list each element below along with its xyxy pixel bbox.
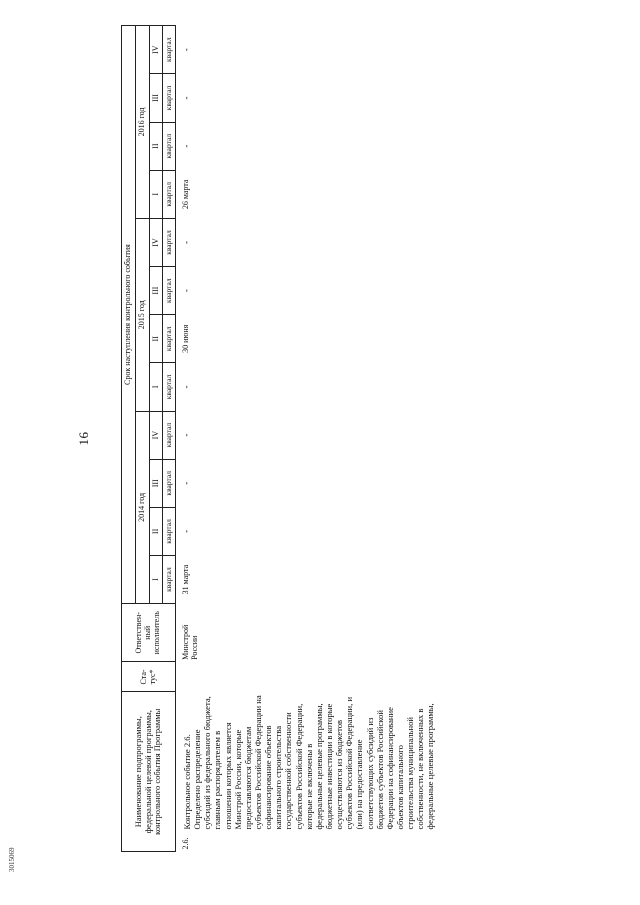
quarter-numeral: IV	[150, 26, 163, 74]
quarter-word: квартал	[163, 26, 176, 74]
quarter-numeral: III	[150, 74, 163, 122]
quarter-numeral: II	[150, 122, 163, 170]
row-description: Контрольное событие 2.6. Определено распределение субсидий из федерального бюджета, главным распорядителем в отношении которых является Минстрой России, которые предоставляются бюджетам субъектов Российской Федерации на софинансирование объектов капитального строительства государственной собственности субъектов Российской Федерации, которые не включены в федеральные целевые программы, бюджетные инвестиции в которые осуществляются из бюджетов субъектов Российской Федерации, и (или) на предоставление соответствующих субсидий из бюджетов субъектов Российской Федерации на софинансирование объектов капитального строительства муниципальной собственности, не включенных в федеральные целевые программы,	[182, 695, 436, 830]
quarter-numeral: I	[150, 363, 163, 411]
header-year-2016: 2016 год	[136, 26, 150, 219]
quarter-word: квартал	[163, 218, 176, 266]
quarter-word: квартал	[163, 170, 176, 218]
quarter-word: квартал	[163, 122, 176, 170]
header-year-2015: 2015 год	[136, 218, 150, 411]
table-row	[176, 26, 437, 852]
deadline-cell: 26 марта	[181, 179, 190, 210]
header-status: Ста-тус*	[122, 662, 176, 692]
quarter-word: квартал	[163, 74, 176, 122]
deadline-cell: 31 марта	[181, 564, 190, 595]
quarter-numeral: II	[150, 507, 163, 555]
quarter-word: квартал	[163, 459, 176, 507]
deadline-cell: -	[181, 48, 191, 52]
header-deadline: Срок наступления контрольного события	[122, 26, 136, 604]
header-responsible: Ответствен-ный исполнитель	[122, 604, 176, 662]
deadline-cell: -	[181, 289, 191, 293]
document-code: 3015069	[8, 847, 16, 872]
page-number: 16	[76, 431, 91, 446]
deadline-cell: 30 июня	[181, 324, 190, 353]
row-responsible: Минстрой России	[181, 624, 199, 660]
row-status	[176, 662, 437, 692]
control-events-table	[121, 25, 437, 852]
quarter-numeral: I	[150, 170, 163, 218]
quarter-numeral: IV	[150, 218, 163, 266]
deadline-cell: -	[181, 433, 191, 437]
quarter-numeral: III	[150, 459, 163, 507]
header-name: Наименование подпрограммы, федеральной целевой программы, контрольного события Программы	[122, 692, 176, 852]
rotated-page-content	[76, 25, 601, 852]
deadline-cell: -	[181, 144, 191, 148]
deadline-cell: -	[181, 96, 191, 100]
quarter-word: квартал	[163, 507, 176, 555]
quarter-word: квартал	[163, 363, 176, 411]
quarter-numeral: I	[150, 556, 163, 604]
deadline-cell: -	[181, 385, 191, 389]
quarter-word: квартал	[163, 556, 176, 604]
deadline-cell: -	[181, 481, 191, 485]
row-number: 2.6.	[181, 837, 190, 850]
quarter-word: квартал	[163, 315, 176, 363]
quarter-word: квартал	[163, 267, 176, 315]
header-year-2014: 2014 год	[136, 411, 150, 604]
deadline-cell: -	[181, 529, 191, 533]
deadline-cell: -	[181, 240, 191, 244]
quarter-word: квартал	[163, 411, 176, 459]
quarter-numeral: IV	[150, 411, 163, 459]
quarter-numeral: II	[150, 315, 163, 363]
quarter-numeral: III	[150, 267, 163, 315]
